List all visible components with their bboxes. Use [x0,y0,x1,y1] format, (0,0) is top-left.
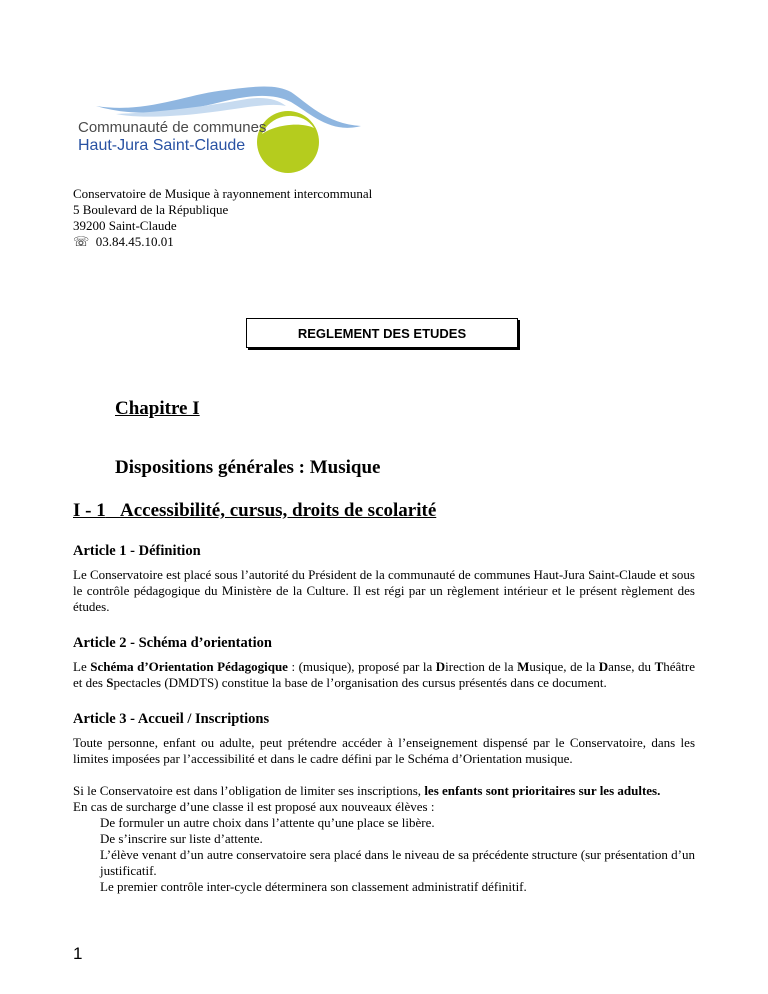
article-1-text: Le Conservatoire est placé sous l’autorité du Président de la communauté de communes Haut-Jura Saint-Claude et sous le contrôle pédagogique du Ministère de la Culture. Il est régi par un règlement intérieur et le présent règlement des études. [73,567,695,614]
address-city: 39200 Saint-Claude [73,218,177,233]
article-2-text: Le Schéma d’Orientation Pédagogique : (musique), proposé par la Direction de la Musique, de la Danse, du Théâtre et des Spectacles (DMDTS) constitue la base de l’organisation des cursus présentés dans ce document. [73,659,695,690]
logo-line2: Haut-Jura Saint-Claude [78,137,246,154]
organization-name: Conservatoire de Musique à rayonnement intercommunal [73,186,373,201]
section-heading [73,500,436,522]
list-item: De formuler un autre choix dans l’attente qu’une place se libère. [100,815,435,830]
chapter-heading: Chapitre I [115,398,200,419]
article-3-heading: Article 3 - Accueil / Inscriptions [73,711,270,727]
address-street: 5 Boulevard de la République [73,202,229,217]
logo-line1: Communauté de communes [78,119,267,136]
article-1-heading: Article 1 - Définition [73,543,201,559]
article-3-text-3: En cas de surcharge d’une classe il est proposé aux nouveaux élèves : [73,799,435,814]
chapter-subtitle: Dispositions générales : Musique [115,457,381,478]
section-number: I - 1 [73,500,106,521]
phone-number: 03.84.45.10.01 [95,234,174,249]
article-2-heading: Article 2 - Schéma d’orientation [73,635,272,651]
article-3-text-1: Toute personne, enfant ou adulte, peut prétendre accéder à l’enseignement dispensé par le Conservatoire, dans les limites imposées par l’accessibilité et dans le cadre défini par le Schéma d’Orientation musique. [73,735,695,766]
page-number: 1 [73,944,83,963]
document-title: REGLEMENT DES ETUDES [246,318,518,348]
community-logo [76,84,366,174]
list-item: De s’inscrire sur liste d’attente. [100,831,263,846]
list-item: Le premier contrôle inter-cycle déterminera son classement administratif définitif. [100,879,527,894]
section-title: Accessibilité, cursus, droits de scolarité [119,500,437,521]
list-item: L’élève venant d’un autre conservatoire sera placé dans le niveau de sa précédente structure (sur présentation d’un justificatif. [100,847,695,878]
article-3-text-2: Si le Conservatoire est dans l’obligation de limiter ses inscriptions, les enfants sont prioritaires sur les adultes. [73,783,661,798]
phone-line [73,234,174,250]
phone-icon: ☏ [73,234,90,249]
